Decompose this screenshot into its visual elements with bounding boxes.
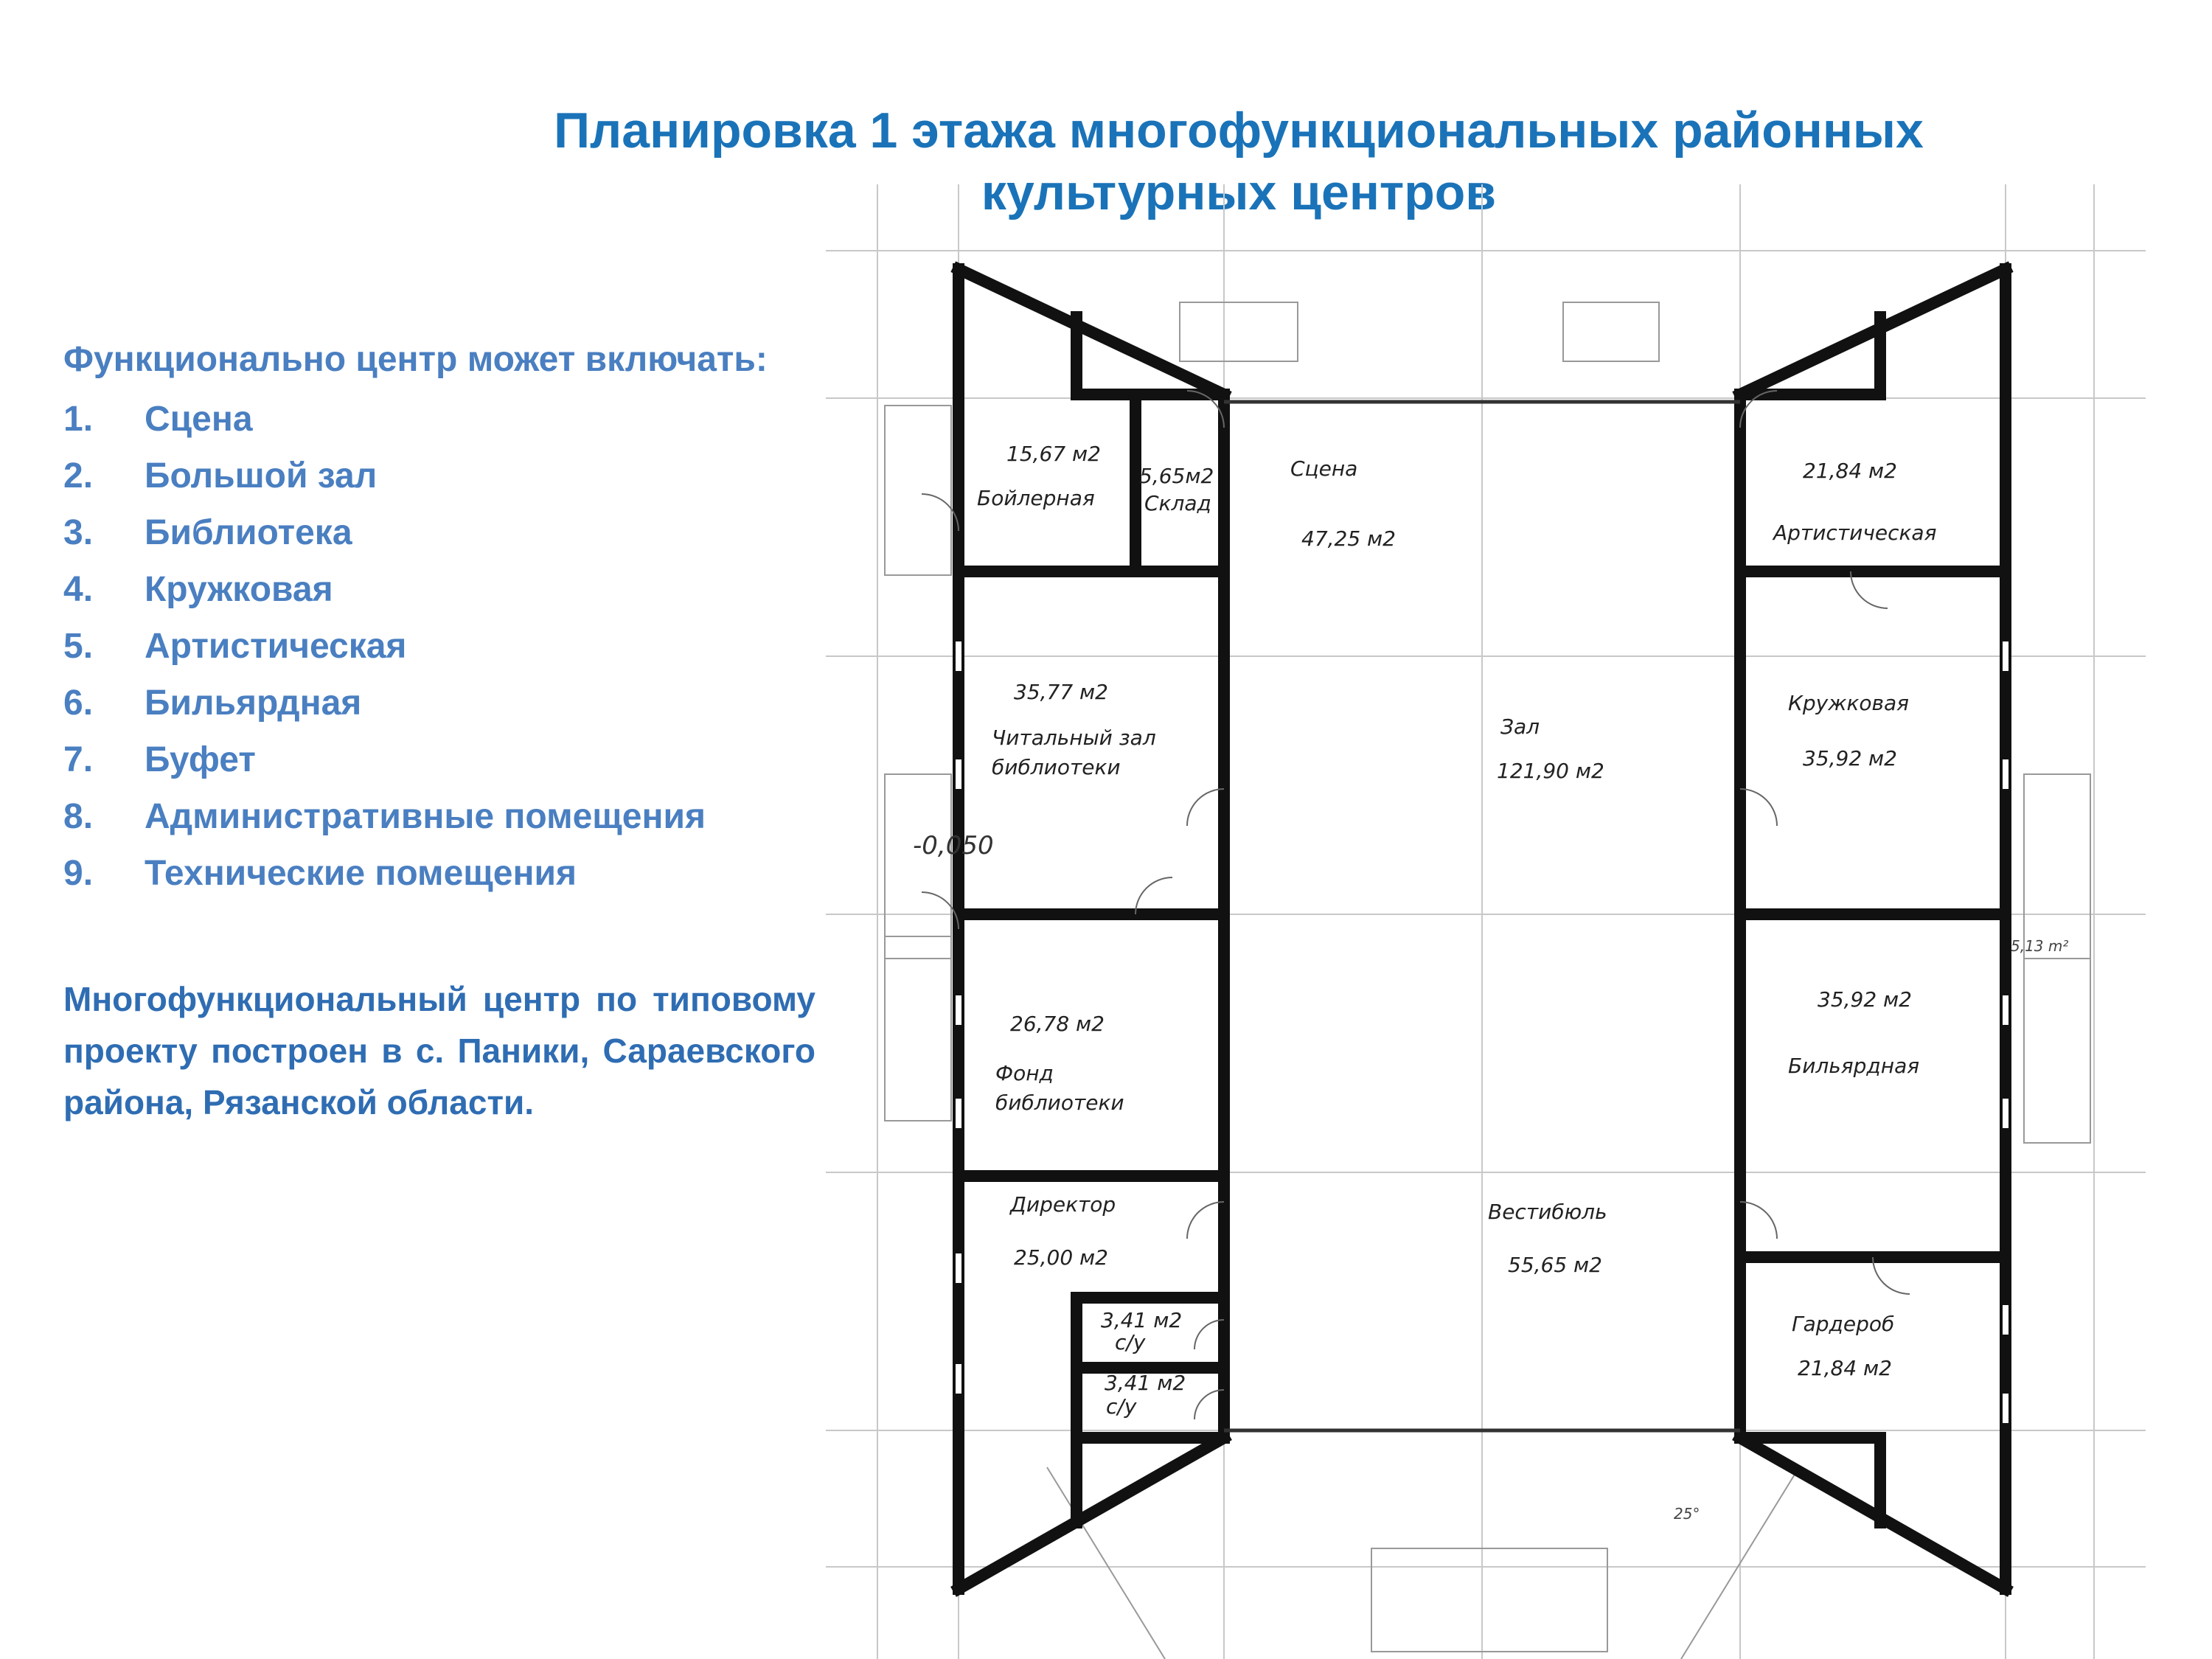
page-title-line-2: культурных центров bbox=[981, 164, 1497, 220]
slope-note: 25° bbox=[1674, 1505, 1700, 1523]
reading-area: 35,77 м2 bbox=[1014, 680, 1108, 704]
artist-name: Артистическая bbox=[1773, 521, 1937, 545]
artist-area: 21,84 м2 bbox=[1803, 459, 1897, 483]
lobby-area: 55,65 м2 bbox=[1508, 1253, 1602, 1277]
circle-area: 35,92 м2 bbox=[1803, 746, 1897, 771]
reading-name-2: библиотеки bbox=[992, 755, 1121, 779]
fund-name-2: библиотеки bbox=[995, 1091, 1124, 1115]
fund-area: 26,78 м2 bbox=[1010, 1012, 1105, 1036]
circle-name: Кружковая bbox=[1788, 691, 1909, 715]
list-item: 5. Артистическая bbox=[63, 627, 407, 666]
grid-lines bbox=[826, 184, 2146, 1659]
functions-list bbox=[63, 391, 706, 902]
cloak-name: Гардероб bbox=[1792, 1312, 1895, 1336]
stage-area: 47,25 м2 bbox=[1301, 526, 1396, 551]
stage-name: Сцена bbox=[1290, 456, 1358, 481]
list-item: 2. Большой зал bbox=[63, 456, 378, 495]
billiard-name: Бильярдная bbox=[1788, 1054, 1920, 1078]
cloak-area: 21,84 м2 bbox=[1798, 1356, 1892, 1380]
list-item: 3. Библиотека bbox=[63, 513, 352, 552]
wc1-name: с/у bbox=[1115, 1330, 1146, 1354]
director-area: 25,00 м2 bbox=[1014, 1245, 1108, 1270]
list-item: 4. Кружковая bbox=[63, 570, 333, 609]
floor-plan bbox=[826, 184, 2153, 1659]
billiard-area: 35,92 м2 bbox=[1818, 987, 1912, 1012]
list-item: 7. Буфет bbox=[63, 740, 256, 779]
elevation-mark: -0,050 bbox=[913, 831, 994, 860]
page-title-line-1: Планировка 1 этажа многофункциональных районных bbox=[554, 102, 1924, 159]
wc2-name: с/у bbox=[1106, 1394, 1137, 1419]
fund-name-1: Фонд bbox=[995, 1061, 1054, 1085]
director-name: Директор bbox=[1010, 1192, 1116, 1217]
boiler-name: Бойлерная bbox=[977, 486, 1095, 510]
list-item: 8. Административные помещения bbox=[63, 797, 706, 836]
storage-name: Склад bbox=[1144, 491, 1211, 515]
hall-area: 121,90 м2 bbox=[1497, 759, 1604, 783]
storage-area: 5,65м2 bbox=[1139, 464, 1214, 488]
reading-name-1: Читальный зал bbox=[992, 726, 1156, 750]
wc2-area: 3,41 м2 bbox=[1105, 1371, 1186, 1395]
functions-heading: Функционально центр может включать: bbox=[63, 340, 768, 379]
lobby-name: Вестибюль bbox=[1488, 1200, 1607, 1224]
hall-name: Зал bbox=[1500, 714, 1540, 739]
wc1-area: 3,41 м2 bbox=[1101, 1308, 1183, 1332]
list-item: 1. Сцена bbox=[63, 400, 253, 439]
list-item: 6. Бильярдная bbox=[63, 684, 362, 723]
side-note: 5,13 m² bbox=[2011, 937, 2069, 955]
description-text: Многофункциональный центр по типовому проекту построен в с. Паники, Сараевского района, Рязанской области. bbox=[63, 980, 815, 1121]
list-item: 9. Технические помещения bbox=[63, 854, 577, 893]
boiler-area: 15,67 м2 bbox=[1006, 442, 1101, 466]
